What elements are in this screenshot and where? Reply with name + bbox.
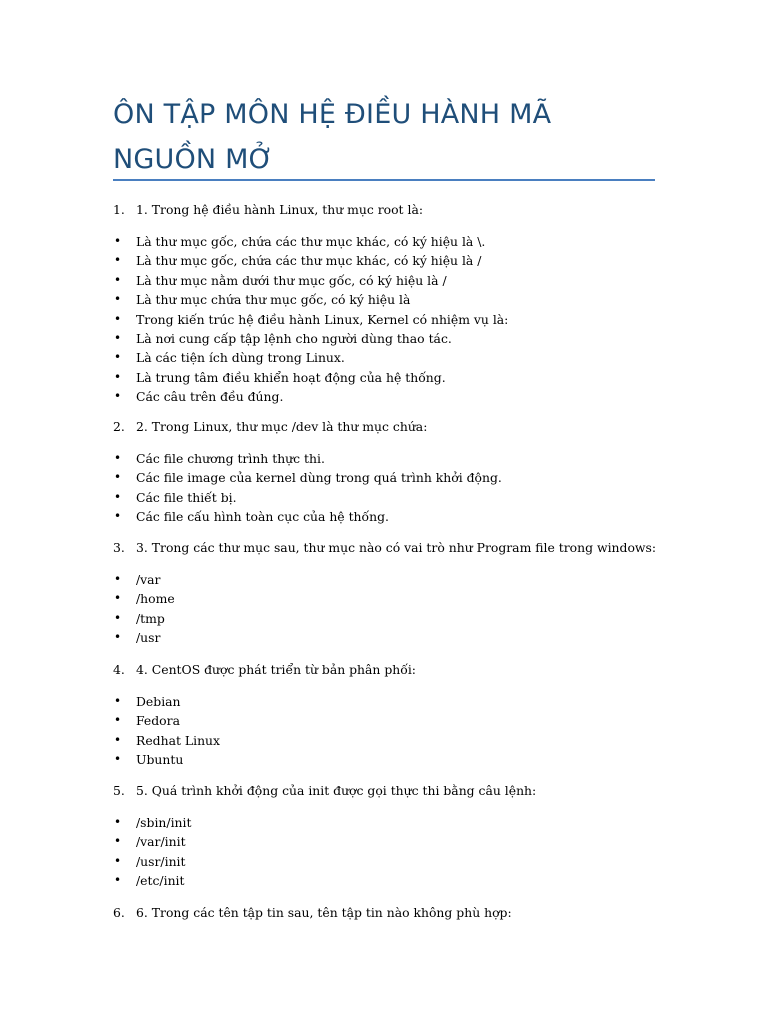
question-5 [113,781,536,800]
question-text: 3. Trong các thư mục sau, thư mục nào có vai trò như Program file trong windows: [136,540,657,555]
bullet-icon: • [114,873,122,888]
question-3 [113,538,656,557]
bullet-icon: • [114,451,122,465]
bullet-icon: • [114,331,122,346]
bullet-icon: • [114,694,122,708]
list-item: • /var/init [113,832,191,851]
list-item: • Là trung tâm điều khiển hoạt động của hệ thống. [113,368,508,387]
bullet-icon: • [114,272,122,287]
bullet-icon: • [114,732,122,747]
bullet-icon: • [114,292,122,307]
list-item: • /sbin/init [113,813,191,832]
list-item: • /etc/init [113,871,191,890]
list-item: • Debian [113,692,220,711]
list-item: • /var [113,570,175,589]
bullet-icon: • [114,234,122,248]
bullet-icon: • [114,369,122,384]
list-item: • /home [113,589,175,608]
question-number: 4. [113,662,125,677]
question-4 [113,660,416,679]
question-text: 5. Quá trình khởi động của init được gọi thực thi bằng câu lệnh: [136,783,537,798]
question-number: 2. [113,419,125,434]
list-item: • Các file thiết bị. [113,488,502,507]
bullet-icon: • [114,713,122,728]
bullet-icon: • [114,389,122,404]
bullet-icon: • [114,253,122,268]
list-item: • Các file cấu hình toàn cục của hệ thống. [113,507,502,526]
options-list-3 [113,570,175,648]
title-underline [113,179,655,181]
options-list-2 [113,449,502,527]
list-item: • Ubuntu [113,750,220,769]
question-2 [113,417,427,436]
list-item: • Là nơi cung cấp tập lệnh cho người dùng thao tác. [113,329,508,348]
bullet-icon: • [114,350,122,365]
list-item: • /tmp [113,609,175,628]
list-item: • Là thư mục gốc, chứa các thư mục khác, có ký hiệu là / [113,251,508,270]
list-item: • Là các tiện ích dùng trong Linux. [113,348,508,367]
question-text: 2. Trong Linux, thư mục /dev là thư mục chứa: [136,419,428,434]
question-number: 1. [113,202,125,217]
bullet-icon: • [114,752,122,767]
bullet-icon: • [114,509,122,524]
bullet-icon: • [114,489,122,504]
bullet-icon: • [114,853,122,868]
question-1 [113,200,423,219]
list-item: • Redhat Linux [113,731,220,750]
list-item: • Các câu trên đều đúng. [113,387,508,406]
question-text: 1. Trong hệ điều hành Linux, thư mục root là: [136,202,423,217]
bullet-icon: • [114,630,122,645]
bullet-icon: • [114,572,122,586]
list-item: • /usr/init [113,852,191,871]
bullet-icon: • [114,610,122,625]
question-number: 5. [113,783,125,798]
options-list-5 [113,813,191,891]
list-item: • Các file chương trình thực thi. [113,449,502,468]
list-item: • /usr [113,628,175,647]
bullet-icon: • [114,470,122,485]
question-6 [113,903,512,922]
bullet-icon: • [114,591,122,606]
list-item: • Là thư mục nằm dưới thư mục gốc, có ký hiệu là / [113,271,508,290]
list-item: • Là thư mục chứa thư mục gốc, có ký hiệu là [113,290,508,309]
list-item: • Trong kiến trúc hệ điều hành Linux, Kernel có nhiệm vụ là: [113,310,508,329]
question-text: 4. CentOS được phát triển từ bản phân phối: [136,662,416,677]
options-list-4 [113,692,220,770]
bullet-icon: • [114,834,122,849]
list-item: • Các file image của kernel dùng trong quá trình khởi động. [113,468,502,487]
list-item: • Là thư mục gốc, chứa các thư mục khác, có ký hiệu là \. [113,232,508,251]
document-title: ÔN TẬP MÔN HỆ ĐIỀU HÀNH MÃ NGUỒN MỞ [113,99,552,175]
question-text: 6. Trong các tên tập tin sau, tên tập tin nào không phù hợp: [136,905,512,920]
bullet-icon: • [114,311,122,326]
bullet-icon: • [114,815,122,829]
question-number: 3. [113,540,125,555]
list-item: • Fedora [113,711,220,730]
options-list-1 [113,232,508,407]
question-number: 6. [113,905,125,920]
